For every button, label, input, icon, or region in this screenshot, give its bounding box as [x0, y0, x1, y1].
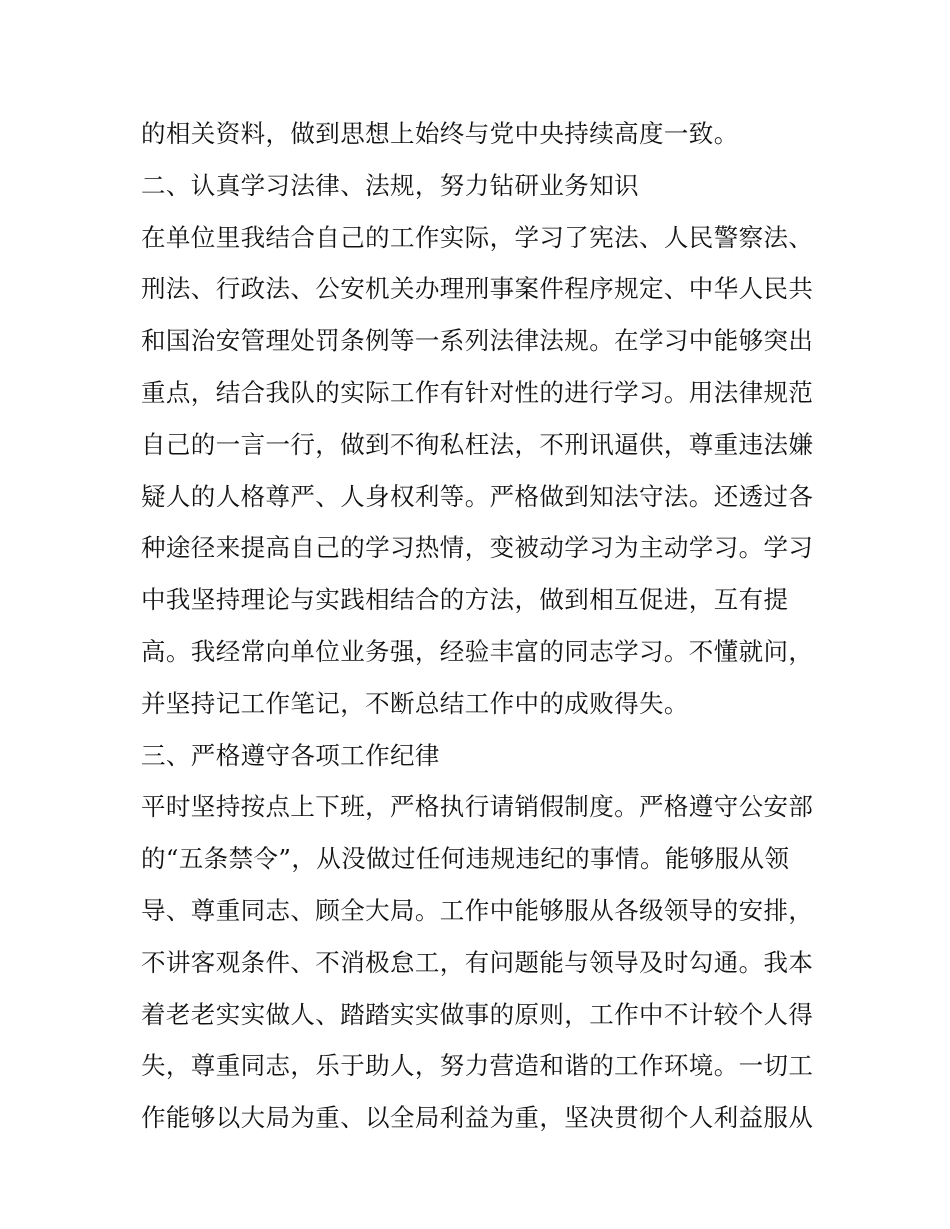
body-text — [141, 108, 821, 1144]
text-line: 重点，结合我队的实际工作有针对性的进行学习。用法律规范 — [141, 377, 814, 407]
text-line: 作能够以大局为重、以全局利益为重，坚决贯彻个人利益服从 — [141, 1103, 814, 1133]
text-line: 的“五条禁令”，从没做过任何违规违纪的事情。能够服从领 — [141, 844, 790, 874]
section-heading-3: 三、严格遵守各项工作纪律 — [141, 740, 440, 770]
text-line: 在单位里我结合自己的工作实际，学习了宪法、人民警察法、 — [141, 222, 814, 252]
text-line: 着老老实实做人、踏踏实实做事的原则，工作中不计较个人得 — [141, 999, 814, 1029]
text-line: 失，尊重同志，乐于助人，努力营造和谐的工作环境。一切工 — [141, 1051, 814, 1081]
text-line: 导、尊重同志、顾全大局。工作中能够服从各级领导的安排， — [141, 895, 814, 925]
text-line: 刑法、行政法、公安机关办理刑事案件程序规定、中华人民共 — [141, 274, 814, 304]
text-line: 不讲客观条件、不消极怠工，有问题能与领导及时勾通。我本 — [141, 947, 814, 977]
text-line: 的相关资料，做到思想上始终与党中央持续高度一致。 — [141, 119, 739, 148]
text-line: 平时坚持按点上下班，严格执行请销假制度。严格遵守公安部 — [141, 792, 814, 822]
text-line: 中我坚持理论与实践相结合的方法，做到相互促进，互有提 — [141, 585, 789, 615]
text-line: 种途径来提高自己的学习热情，变被动学习为主动学习。学习 — [141, 533, 814, 563]
text-line: 高。我经常向单位业务强，经验丰富的同志学习。不懂就问， — [141, 636, 814, 666]
text-line: 和国治安管理处罚条例等一系列法律法规。在学习中能够突出 — [141, 326, 814, 356]
text-line: 自己的一言一行，做到不徇私枉法，不刑讯逼供，尊重违法嫌 — [141, 429, 814, 459]
section-heading-2: 二、认真学习法律、法规，努力钻研业务知识 — [141, 170, 639, 200]
text-line: 并坚持记工作笔记，不断总结工作中的成败得失。 — [141, 688, 689, 718]
text-line: 疑人的人格尊严、人身权利等。严格做到知法守法。还透过各 — [141, 481, 814, 511]
